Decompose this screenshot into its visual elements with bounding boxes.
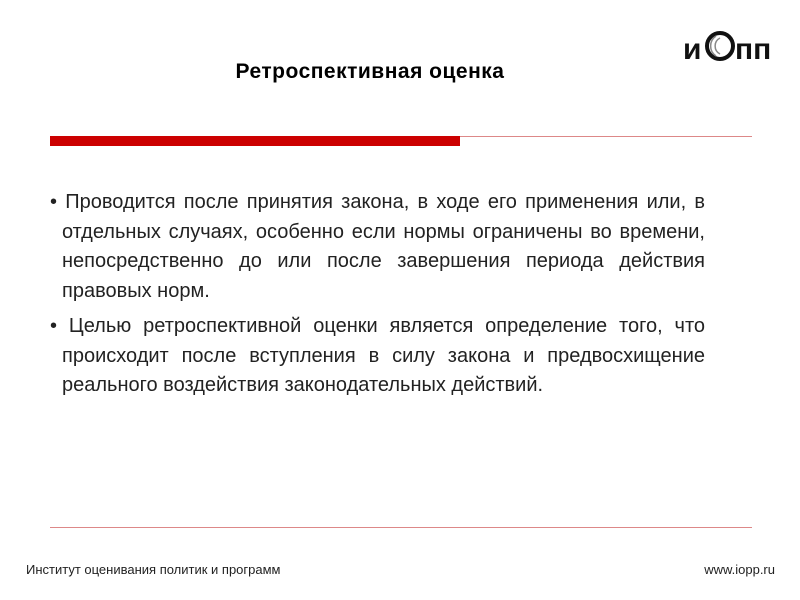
svg-text:пп: пп (735, 33, 772, 66)
footer-divider (50, 527, 752, 528)
bullet-item (50, 312, 705, 401)
slide-title: Ретроспективная оценка (235, 60, 505, 83)
bullet-text: Проводится после принятия закона, в ходе его применения или, в отдельных случаях, особенно если нормы ограничены во времени, непосредственно до или после завершения периода действия правовых норм. (62, 191, 706, 302)
bullet-item (50, 188, 705, 306)
divider-line (460, 136, 752, 137)
slide-content (50, 188, 705, 407)
bullet-text: Целью ретроспективной оценки является определение того, что происходит после вступления в силу закона и предвосхищение реального воздействия законодательных действий. (62, 315, 706, 396)
footer-website-link[interactable]: www.iopp.ru (704, 562, 775, 577)
bullet-marker: • (50, 315, 58, 337)
footer-organization: Институт оценивания политик и программ (26, 562, 281, 577)
bullet-marker: • (50, 191, 58, 213)
accent-bar (50, 136, 460, 146)
svg-text:и: и (683, 33, 702, 66)
